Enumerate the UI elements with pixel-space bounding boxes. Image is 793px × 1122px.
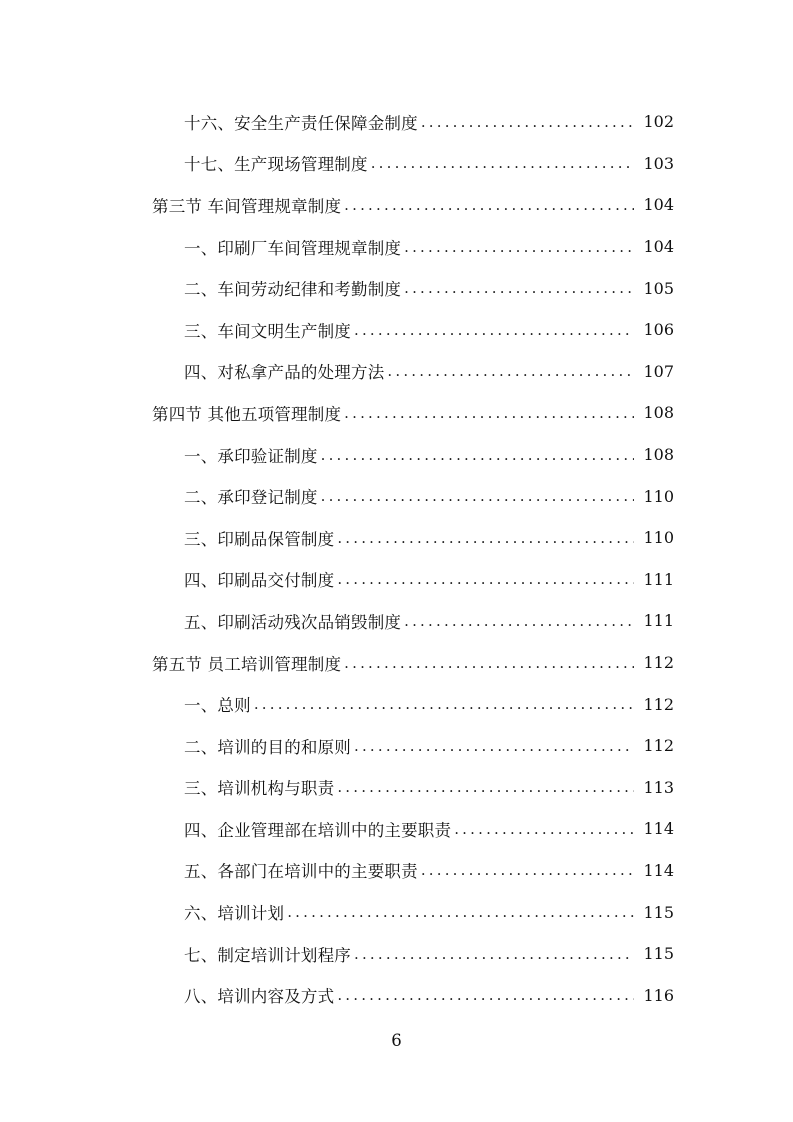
toc-entry[interactable] bbox=[0, 974, 793, 1016]
toc-entry-title: 二、车间劳动纪律和考勤制度 bbox=[184, 276, 404, 300]
toc-entry-title: 三、车间文明生产制度 bbox=[184, 318, 354, 342]
toc-section-entry[interactable] bbox=[0, 184, 793, 226]
toc-leader-dots bbox=[287, 903, 634, 921]
toc-entry-page: 111 bbox=[643, 569, 674, 589]
table-of-contents bbox=[0, 101, 793, 1016]
toc-entry-page: 107 bbox=[643, 361, 674, 381]
toc-section-entry[interactable] bbox=[0, 642, 793, 684]
toc-leader-dots bbox=[421, 861, 634, 879]
toc-entry[interactable] bbox=[0, 351, 793, 393]
toc-entry-title: 七、制定培训计划程序 bbox=[184, 942, 354, 966]
toc-entry-page: 104 bbox=[643, 237, 674, 257]
toc-entry-page: 116 bbox=[643, 985, 674, 1005]
toc-leader-dots bbox=[254, 695, 634, 713]
toc-leader-dots bbox=[404, 238, 634, 256]
toc-entry-page: 104 bbox=[643, 195, 674, 215]
page-number: 6 bbox=[391, 1031, 402, 1050]
toc-entry-page: 114 bbox=[643, 860, 674, 880]
toc-entry[interactable] bbox=[0, 475, 793, 517]
toc-entry-page: 105 bbox=[643, 278, 674, 298]
toc-entry[interactable] bbox=[0, 434, 793, 476]
toc-entry[interactable] bbox=[0, 767, 793, 809]
toc-entry[interactable] bbox=[0, 808, 793, 850]
toc-entry[interactable] bbox=[0, 143, 793, 185]
toc-entry-title: 一、总则 bbox=[184, 692, 254, 716]
toc-entry-page: 103 bbox=[643, 153, 674, 173]
toc-leader-dots bbox=[337, 986, 634, 1004]
toc-entry-title: 三、培训机构与职责 bbox=[184, 775, 337, 799]
toc-entry-page: 115 bbox=[643, 944, 674, 964]
toc-entry-page: 113 bbox=[643, 777, 674, 797]
toc-entry-page: 110 bbox=[643, 528, 674, 548]
toc-entry-title: 八、培训内容及方式 bbox=[184, 983, 337, 1007]
toc-entry-title: 四、对私拿产品的处理方法 bbox=[184, 359, 387, 383]
toc-entry-title: 第四节 其他五项管理制度 bbox=[152, 401, 344, 425]
toc-leader-dots bbox=[354, 945, 634, 963]
toc-entry-title: 五、印刷活动残次品销毁制度 bbox=[184, 609, 404, 633]
toc-entry[interactable] bbox=[0, 600, 793, 642]
toc-leader-dots bbox=[404, 612, 634, 630]
toc-entry-title: 第五节 员工培训管理制度 bbox=[152, 651, 344, 675]
toc-entry-page: 115 bbox=[643, 902, 674, 922]
toc-entry-title: 二、培训的目的和原则 bbox=[184, 734, 354, 758]
toc-leader-dots bbox=[321, 446, 634, 464]
toc-entry-page: 106 bbox=[643, 320, 674, 340]
toc-leader-dots bbox=[321, 487, 634, 505]
toc-entry-page: 108 bbox=[643, 445, 674, 465]
toc-leader-dots bbox=[344, 404, 634, 422]
toc-entry-title: 十六、安全生产责任保障金制度 bbox=[184, 110, 421, 134]
toc-entry-title: 四、企业管理部在培训中的主要职责 bbox=[184, 817, 454, 841]
toc-entry[interactable] bbox=[0, 683, 793, 725]
toc-leader-dots bbox=[387, 362, 634, 380]
toc-leader-dots bbox=[337, 778, 634, 796]
toc-entry-page: 112 bbox=[643, 736, 674, 756]
toc-entry-page: 114 bbox=[643, 819, 674, 839]
toc-entry-title: 五、各部门在培训中的主要职责 bbox=[184, 858, 421, 882]
toc-entry-page: 110 bbox=[643, 486, 674, 506]
toc-leader-dots bbox=[344, 196, 634, 214]
toc-entry[interactable] bbox=[0, 933, 793, 975]
toc-leader-dots bbox=[344, 654, 634, 672]
toc-entry-page: 108 bbox=[643, 403, 674, 423]
toc-entry[interactable] bbox=[0, 309, 793, 351]
toc-entry-page: 112 bbox=[643, 694, 674, 714]
toc-entry-title: 六、培训计划 bbox=[184, 900, 287, 924]
toc-entry[interactable] bbox=[0, 850, 793, 892]
toc-leader-dots bbox=[404, 279, 634, 297]
toc-entry[interactable] bbox=[0, 517, 793, 559]
toc-entry-title: 第三节 车间管理规章制度 bbox=[152, 193, 344, 217]
toc-entry-page: 102 bbox=[643, 112, 674, 132]
toc-entry-title: 一、承印验证制度 bbox=[184, 443, 321, 467]
toc-entry-title: 二、承印登记制度 bbox=[184, 484, 321, 508]
toc-leader-dots bbox=[354, 321, 634, 339]
toc-entry[interactable] bbox=[0, 559, 793, 601]
toc-entry-title: 三、印刷品保管制度 bbox=[184, 526, 337, 550]
toc-entry-title: 一、印刷厂车间管理规章制度 bbox=[184, 235, 404, 259]
toc-entry-title: 十七、生产现场管理制度 bbox=[184, 151, 371, 175]
toc-leader-dots bbox=[421, 113, 634, 131]
toc-entry-title: 四、印刷品交付制度 bbox=[184, 567, 337, 591]
toc-leader-dots bbox=[337, 570, 634, 588]
toc-leader-dots bbox=[454, 820, 634, 838]
toc-entry-page: 112 bbox=[643, 653, 674, 673]
toc-entry[interactable] bbox=[0, 267, 793, 309]
toc-entry[interactable] bbox=[0, 891, 793, 933]
toc-section-entry[interactable] bbox=[0, 392, 793, 434]
toc-leader-dots bbox=[337, 529, 634, 547]
toc-entry[interactable] bbox=[0, 226, 793, 268]
toc-leader-dots bbox=[354, 737, 634, 755]
toc-entry[interactable] bbox=[0, 725, 793, 767]
toc-entry-page: 111 bbox=[643, 611, 674, 631]
toc-entry[interactable] bbox=[0, 101, 793, 143]
toc-leader-dots bbox=[371, 154, 634, 172]
